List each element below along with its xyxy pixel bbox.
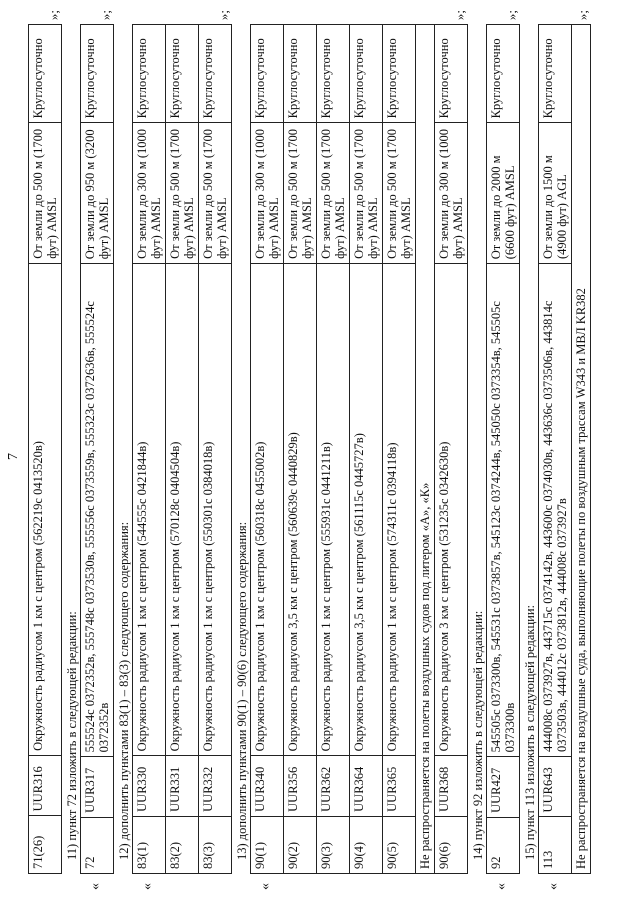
closing-quote: »; — [46, 10, 62, 21]
airspace-table — [132, 24, 232, 874]
row-number: 72 — [81, 817, 114, 873]
table-line — [486, 10, 520, 874]
row-number: 90(1) — [251, 816, 284, 873]
zone-boundary: Окружность радиусом 1 км с центром (555931с 0441211в) — [317, 263, 350, 756]
table-row — [435, 25, 468, 874]
zone-boundary: Окружность радиусом 1 км с центром (562219с 0413520в) — [29, 263, 62, 755]
row-number: 90(2) — [284, 816, 317, 873]
zone-height: От земли до 500 м (1700 фут) AMSL — [29, 123, 62, 263]
row-number: 92 — [487, 817, 520, 873]
table-line — [28, 10, 62, 874]
table-row — [133, 25, 166, 874]
row-number: 90(4) — [350, 816, 383, 873]
zone-time: Круглосуточно — [133, 25, 166, 123]
zone-boundary: Окружность радиусом 1 км с центром (550301с 0384018в) — [199, 263, 232, 756]
zone-code: UUR356 — [284, 756, 317, 816]
opening-quote: « — [494, 883, 509, 890]
zone-time: Круглосуточно — [539, 25, 572, 123]
zone-height: От земли до 500 м (1700 фут) AMSL — [383, 123, 416, 264]
table-row — [350, 25, 383, 874]
row-number: 90(5) — [383, 816, 416, 873]
zone-code: UUR330 — [133, 756, 166, 816]
zone-code: UUR365 — [383, 756, 416, 816]
zone-boundary: Окружность радиусом 1 км с центром (574311с 0394118в) — [383, 263, 416, 756]
table-line — [80, 10, 114, 874]
table-row — [487, 25, 520, 874]
table-note-row — [416, 25, 435, 874]
closing-quote: »; — [98, 10, 114, 21]
zone-time: Круглосуточно — [487, 25, 520, 123]
closing-quote: »; — [452, 10, 468, 21]
table-row — [383, 25, 416, 874]
row-number: 113 — [539, 817, 572, 874]
amendment-heading: 14) пункт 92 изложить в следующей редакции: — [471, 610, 485, 860]
amendment-heading: 12) дополнить пунктами 83(1) – 83(3) следующего содержания: — [117, 521, 131, 860]
table-row — [284, 25, 317, 874]
zone-height: От земли до 500 м (1700 фут) AMSL — [166, 123, 199, 264]
table-line — [250, 10, 468, 874]
zone-boundary: Окружность радиусом 1 км с центром (560318с 0455002в) — [251, 263, 284, 756]
zone-boundary: Окружность радиусом 3 км с центром (531235с 0342630в) — [435, 263, 468, 756]
amendment-heading: 11) пункт 72 изложить в следующей редакции: — [65, 611, 79, 860]
zone-time: Круглосуточно — [284, 25, 317, 123]
zone-time: Круглосуточно — [81, 25, 114, 123]
table-row — [166, 25, 199, 874]
zone-boundary: Окружность радиусом 3,5 км с центром (561115с 0445727в) — [350, 263, 383, 756]
zone-height: От земли до 2000 м (6600 фут) AMSL — [487, 123, 520, 264]
opening-quote: « — [546, 883, 561, 890]
zone-code: UUR362 — [317, 756, 350, 816]
row-number: 83(1) — [133, 816, 166, 873]
zone-boundary: Окружность радиусом 1 км с центром (544555с 0421844в) — [133, 263, 166, 756]
row-number: 71(26) — [29, 816, 62, 874]
zone-time: Круглосуточно — [350, 25, 383, 123]
zone-time: Круглосуточно — [29, 25, 62, 123]
amendment-table-block — [132, 10, 232, 890]
table-line — [132, 10, 232, 874]
table-note-row — [572, 25, 591, 874]
zone-code: UUR332 — [199, 756, 232, 816]
zone-code: UUR340 — [251, 756, 284, 816]
table-note: Не распространяется на воздушные суда, выполняющие полеты по воздушным трассам W343 и МВЛ KR382 — [572, 25, 591, 874]
zone-height: От земли до 500 м (1700 фут) AMSL — [284, 123, 317, 264]
zone-height: От земли до 500 м (1700 фут) AMSL — [317, 123, 350, 264]
closing-quote: »; — [575, 10, 591, 21]
zone-boundary: 555524с 0372352в, 555748с 0373530в, 555556с 0373559в, 555323с 0372636в, 555524с 0372352в — [81, 264, 114, 757]
zone-code: UUR364 — [350, 756, 383, 816]
zone-height: От земли до 1500 м (4900 фут) AGL — [539, 123, 572, 264]
amendment-table-block — [486, 10, 520, 890]
zone-code: UUR316 — [29, 755, 62, 815]
page-number: 7 — [6, 453, 21, 460]
zone-time: Круглосуточно — [251, 25, 284, 123]
airspace-table — [538, 24, 591, 874]
zone-boundary: 444008с 0373927в, 443715с 0374142в, 443600с 0374030в, 443636с 0373506в, 443814с 0373503в, 444012с 0373812в, 444008с 0373927в — [539, 264, 572, 757]
zone-height: От земли до 500 м (1700 фут) AMSL — [199, 123, 232, 264]
zone-time: Круглосуточно — [435, 25, 468, 123]
table-line — [538, 10, 591, 874]
zone-code: UUR643 — [539, 756, 572, 816]
table-note: Не распространяется на полеты воздушных судов под литером «А», «К» — [416, 25, 435, 874]
opening-quote: « — [88, 883, 103, 890]
zone-code: UUR368 — [435, 756, 468, 816]
zone-height: От земли до 500 м (1700 фут) AMSL — [350, 123, 383, 264]
zone-time: Круглосуточно — [199, 25, 232, 123]
zone-code: UUR427 — [487, 757, 520, 817]
table-row — [199, 25, 232, 874]
zone-time: Круглосуточно — [383, 25, 416, 123]
amendment-heading: 13) дополнить пунктами 90(1) – 90(6) следующего содержания: — [235, 521, 249, 860]
row-number: 83(3) — [199, 816, 232, 873]
zone-height: От земли до 300 м (1000 фут) AMSL — [251, 123, 284, 264]
airspace-table — [486, 24, 520, 874]
airspace-table — [80, 24, 114, 874]
document-content — [28, 10, 591, 890]
zone-height: От земли до 300 м (1000 фут) AMSL — [133, 123, 166, 264]
amendment-table-block — [538, 10, 591, 890]
row-number: 83(2) — [166, 816, 199, 873]
amendment-table-block — [28, 10, 62, 874]
opening-quote: « — [258, 883, 273, 890]
zone-code: UUR331 — [166, 756, 199, 816]
amendment-table-block — [250, 10, 468, 890]
table-row — [539, 25, 572, 874]
table-row — [81, 25, 114, 874]
amendment-heading: 15) пункт 113 изложить в следующей редакции: — [523, 604, 537, 860]
airspace-table — [28, 24, 62, 874]
airspace-table — [250, 24, 468, 874]
zone-boundary: Окружность радиусом 1 км с центром (570128с 0404504в) — [166, 263, 199, 756]
zone-boundary: Окружность радиусом 3,5 км с центром (560639с 0440829в) — [284, 263, 317, 756]
opening-quote: « — [140, 883, 155, 890]
zone-time: Круглосуточно — [317, 25, 350, 123]
zone-time: Круглосуточно — [166, 25, 199, 123]
closing-quote: »; — [504, 10, 520, 21]
zone-boundary: 545505с 0373300в, 545531с 0373857в, 545123с 0374244в, 545050с 0373354в, 545505с 0373300в — [487, 264, 520, 757]
table-row — [251, 25, 284, 874]
table-row — [29, 25, 62, 874]
zone-code: UUR317 — [81, 757, 114, 817]
zone-height: От земли до 950 м (3200 фут) AMSL — [81, 123, 114, 264]
row-number: 90(6) — [435, 816, 468, 873]
closing-quote: »; — [216, 10, 232, 21]
table-row — [317, 25, 350, 874]
amendment-table-block — [80, 10, 114, 890]
zone-height: От земли до 300 м (1000 фут) AMSL — [435, 123, 468, 264]
row-number: 90(3) — [317, 816, 350, 873]
